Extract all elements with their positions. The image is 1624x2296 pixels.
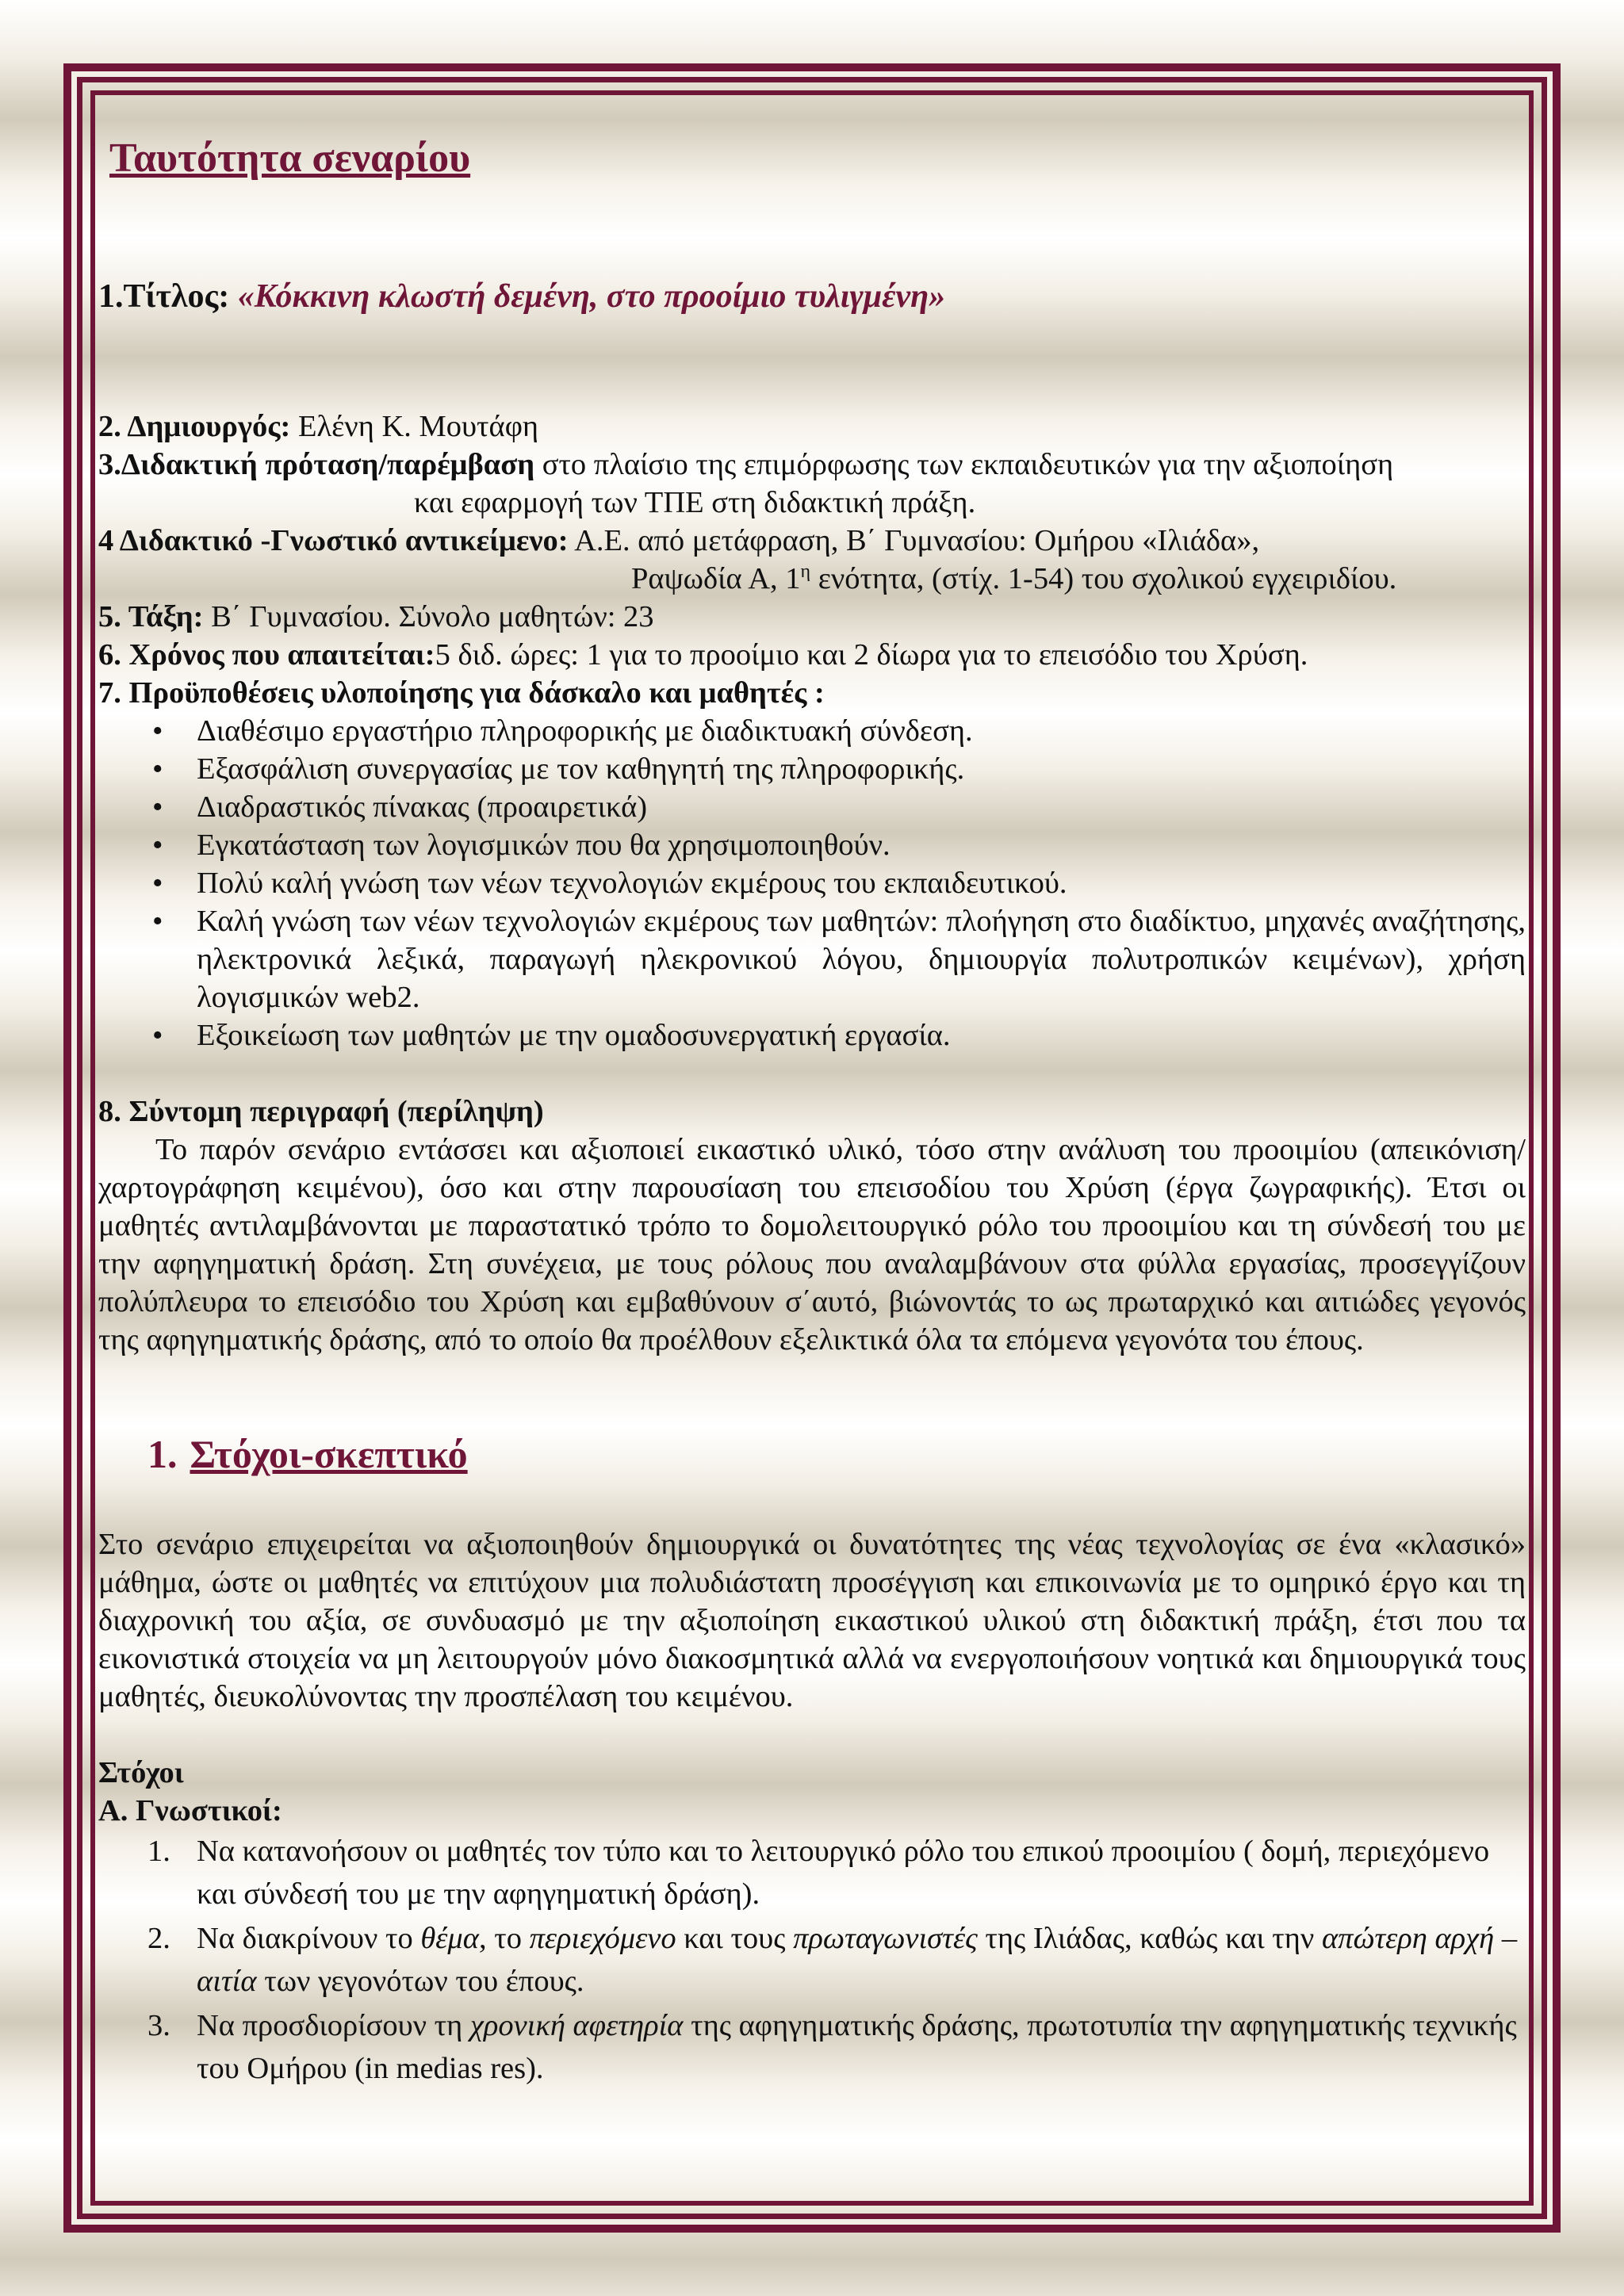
subject-value-2a: Ραψωδία Α, 1 (631, 562, 801, 595)
list-number: 2. (147, 1922, 170, 1955)
list-text: των γεγονότων του έπους. (256, 1965, 584, 1998)
proposal-value-1: στο πλαίσιο της επιμόρφωσης των εκπαιδευτικών για την αξιοποίηση (534, 448, 1394, 481)
list-item (98, 1917, 1526, 2003)
summary-text: Το παρόν σενάριο εντάσσει και αξιοποιεί εικαστικό υλικό, τόσο στην ανάλυση του προοιμίου (απεικόνιση/χαρτογράφηση κειμένου), όσο και στην παρουσίαση του επεισοδίου του Χρύση (έργα ζωγραφικής). Έτσι οι μαθητές αντιλαμβάνονται με παραστατικό τρόπο το δομολειτουργικό ρόλο του προοιμίου και τη σύνδεσή του με την αφηγηματική δράση. Στη συνέχεια, με τους ρόλους που αναλαμβάνουν στα φύλλα εργασίας, προσεγγίζουν πολύπλευρα το επεισόδιο του Χρύση και εμβαθύνουν σ΄αυτό, βιώνοντάς το ως πρωταρχικό και αιτιώδες γεγονός της αφηγηματικής δράσης, από το οποίο θα προέλθουν εξελικτικά όλα τα επόμενα γεγονότα του έπους. (98, 1133, 1526, 1357)
creator-value: Ελένη Κ. Μουτάφη (290, 410, 539, 443)
section1-title: Στόχοι-σκεπτικό (190, 1432, 468, 1476)
list-text: και τους (676, 1922, 794, 1955)
emphasis: απώτερη αρχή – αιτία (197, 1922, 1518, 1998)
subject-label: 4 Διδακτικό -Γνωστικό αντικείμενο: (98, 524, 569, 557)
section1-text: Στο σενάριο επιχειρείται να αξιοποιηθούν δημιουργικά οι δυνατότητες της νέας τεχνολογίας σε ένα «κλασικό» μάθημα, ώστε οι μαθητές να επιτύχουν μια πολυδιάστατη προσέγγιση και επικοινωνία με το ομηρικό έργο και τη διαχρονική του αξία, σε συνδυασμό με την αξιοποίηση εικαστικού υλικού στη διδακτική πράξη, έτσι που τα εικονιστικά στοιχεία να μη λειτουργούν μόνο διακοσμητικά αλλά να ενεργοποιήσουν νοητικά και δημιουργικά τους μαθητές, διευκολύνοντας την προσπέλαση του κειμένου. (98, 1528, 1526, 1713)
section1-heading (98, 1429, 1526, 1479)
proposal-label: 3.Διδακτική πρόταση/παρέμβαση (98, 448, 535, 481)
list-number: 1. (147, 1835, 170, 1868)
prereq-label: 7. Προϋποθέσεις υλοποίησης για δάσκαλο και μαθητές : (98, 676, 825, 710)
emphasis: θέμα (420, 1922, 479, 1955)
time-line (98, 636, 1526, 674)
prereq-list (98, 712, 1526, 1054)
list-number: 3. (147, 2009, 170, 2042)
document-body (98, 133, 1526, 2091)
section1-number: 1. (147, 1432, 178, 1476)
goals-heading (98, 1754, 1526, 1792)
list-item: • Εγκατάσταση των λογισμικών που θα χρησιμοποιηθούν. (98, 826, 1526, 864)
proposal-line-2: και εφαρμογή των ΤΠΕ στη διδακτική πράξη. (414, 486, 976, 519)
class-value: Β΄ Γυμνασίου. Σύνολο μαθητών: 23 (203, 600, 654, 633)
goals-label: Στόχοι (98, 1756, 184, 1789)
list-text: , το (478, 1922, 530, 1955)
list-text: Να διακρίνουν το (197, 1922, 421, 1955)
class-line (98, 598, 1526, 636)
emphasis: χρονική αφετηρία (469, 2009, 684, 2042)
creator-line (98, 408, 1526, 446)
summary-heading (98, 1093, 1526, 1131)
list-item: • Εξασφάλιση συνεργασίας με τον καθηγητή της πληροφορικής. (98, 750, 1526, 788)
summary-label: 8. Σύντομη περιγραφή (περίληψη) (98, 1095, 544, 1128)
class-label: 5. Τάξη: (98, 600, 204, 633)
list-text: Να κατανοήσουν οι μαθητές τον τύπο και το λειτουργικό ρόλο του επικού προοιμίου ( δομή, περιεχόμενο και σύνδεσή του με την αφηγηματική δράση). (197, 1835, 1490, 1911)
list-text: Να προσδιορίσουν τη (197, 2009, 470, 2042)
scenario-title-label: 1.Τίτλος: (98, 278, 230, 315)
page-heading: Ταυτότητα σεναρίου (109, 136, 471, 181)
emphasis: περιεχόμενο (529, 1922, 676, 1955)
list-item: • Εξοικείωση των μαθητών με την ομαδοσυνεργατική εργασία. (98, 1016, 1526, 1054)
subject-sup: η (800, 561, 811, 583)
scenario-title-value: «Κόκκινη κλωστή δεμένη, στο προοίμιο τυλιγμένη» (237, 278, 946, 315)
list-item: • Καλή γνώση των νέων τεχνολογιών εκμέρους των μαθητών: πλοήγηση στο διαδίκτυο, μηχανές αναζήτησης, ηλεκτρονικά λεξικά, παραγωγή ηλεκρονικού λόγου, δημιουργία πολυτροπικών κειμένων), χρήση λογισμικών web2. (98, 902, 1526, 1016)
emphasis: πρωταγωνιστές (793, 1922, 978, 1955)
prereq-heading (98, 674, 1526, 712)
list-item (98, 1830, 1526, 1915)
list-item: • Διαθέσιμο εργαστήριο πληροφορικής με διαδικτυακή σύνδεση. (98, 712, 1526, 750)
time-value: 5 διδ. ώρες: 1 για το προοίμιο και 2 δίωρα για το επεισόδιο του Χρύση. (435, 638, 1308, 672)
subject-value-2b: ενότητα, (στίχ. 1-54) του σχολικού εγχειριδίου. (810, 562, 1397, 595)
creator-label: 2. Δημιουργός: (98, 410, 291, 443)
list-text: της Ιλιάδας, καθώς και την (977, 1922, 1322, 1955)
goals-list (98, 1830, 1526, 2090)
list-item: • Διαδραστικός πίνακας (προαιρετικά) (98, 788, 1526, 826)
goals-sub-label: Α. Γνωστικοί: (98, 1794, 282, 1827)
proposal-line (98, 446, 1526, 484)
list-text: της αφηγηματικής δράσης, πρωτοτυπία την αφηγηματικής τεχνικής του Ομήρου (in medias res). (197, 2009, 1517, 2085)
goals-subheading (98, 1792, 1526, 1830)
subject-line (98, 522, 1526, 560)
scenario-title-line (98, 274, 1526, 319)
list-item: • Πολύ καλή γνώση των νέων τεχνολογιών εκμέρους του εκπαιδευτικού. (98, 864, 1526, 902)
time-label: 6. Χρόνος που απαιτείται: (98, 638, 435, 672)
list-item (98, 2004, 1526, 2090)
subject-value-1: Α.Ε. από μετάφραση, Β΄ Γυμνασίου: Ομήρου «Ιλιάδα», (568, 524, 1260, 557)
subject-line-2 (98, 560, 1526, 598)
